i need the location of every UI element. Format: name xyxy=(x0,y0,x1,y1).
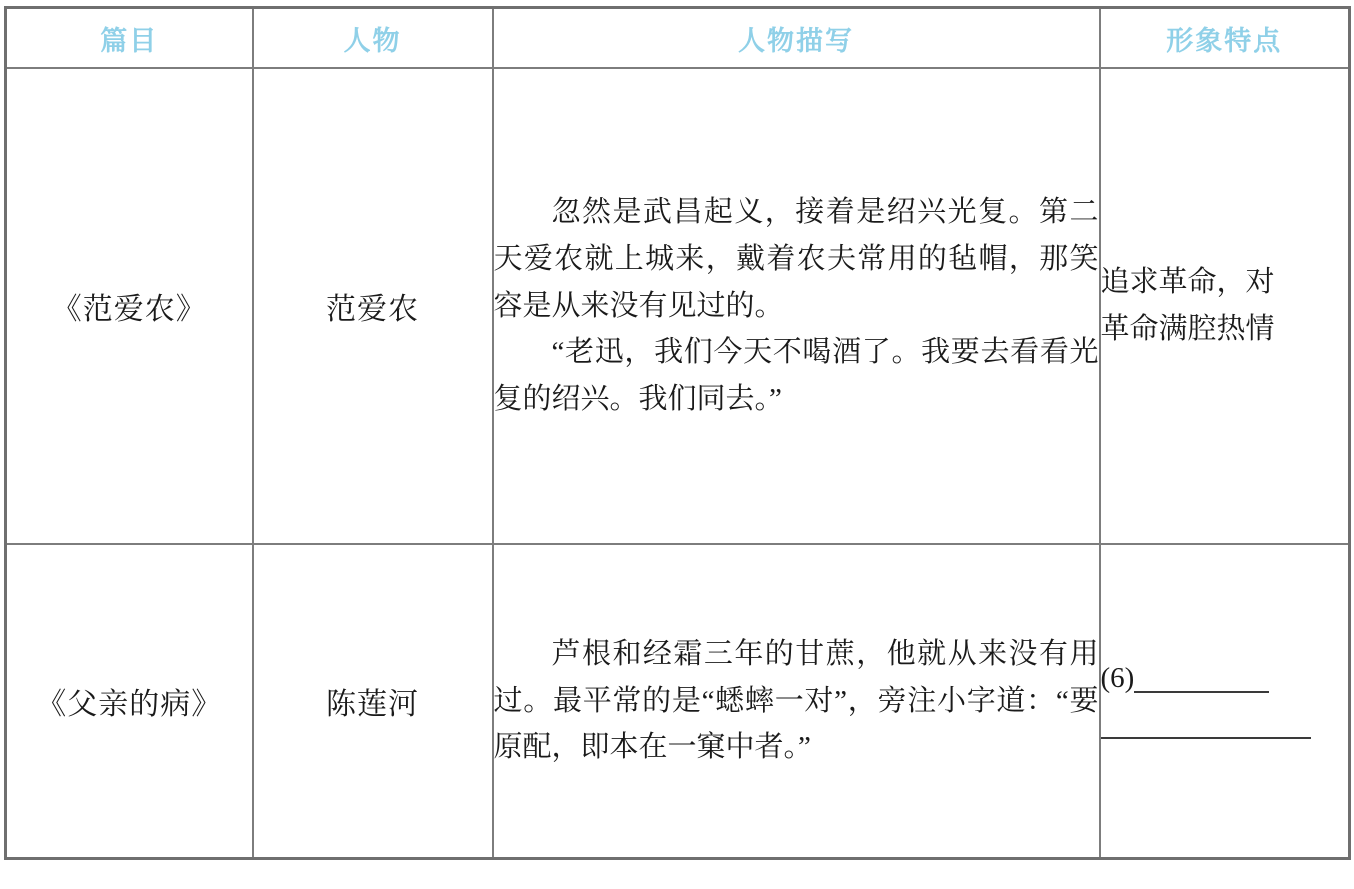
description-paragraph: 忽然是武昌起义，接着是绍兴光复。第二天爱农就上城来，戴着农夫常用的毡帽，那笑容是从来没有见过的。 xyxy=(493,195,1099,322)
cell-traits-blank xyxy=(1100,544,1350,859)
answer-blank-line[interactable] xyxy=(1101,736,1311,739)
cell-traits xyxy=(1100,68,1350,544)
description-paragraph: 芦根和经霜三年的甘蔗，他就从来没有用过。最平常的是“蟋蟀一对”，旁注小字道：“要原配，即本在一窠中者。” xyxy=(493,637,1099,764)
answer-blank-line[interactable] xyxy=(1134,690,1269,693)
table-body xyxy=(6,68,1350,859)
character-description-table xyxy=(4,6,1351,860)
cell-person-name: 范爱农 xyxy=(253,68,493,544)
column-header-description: 人物描写 xyxy=(493,8,1100,69)
table-header xyxy=(6,8,1350,69)
trait-line: 追求革命，对 xyxy=(1100,266,1275,299)
cell-work-title: 《范爱农》 xyxy=(6,68,253,544)
answer-blank-row xyxy=(1101,655,1349,701)
cell-description xyxy=(493,544,1100,859)
cell-person-name: 陈莲河 xyxy=(253,544,493,859)
cell-description xyxy=(493,68,1100,544)
blank-number-label: (6) xyxy=(1100,661,1135,694)
description-paragraph: “老迅，我们今天不喝酒了。我要去看看光复的绍兴。我们同去。” xyxy=(493,336,1099,416)
trait-line: 革命满腔热情 xyxy=(1100,313,1275,345)
column-header-traits: 形象特点 xyxy=(1100,8,1350,69)
trait-text xyxy=(1101,259,1349,353)
column-header-title: 篇目 xyxy=(6,8,253,69)
table-row xyxy=(6,68,1350,544)
cell-work-title: 《父亲的病》 xyxy=(6,544,253,859)
answer-blank-row xyxy=(1101,701,1349,747)
table-header-row xyxy=(6,8,1350,69)
table-row xyxy=(6,544,1350,859)
column-header-person: 人物 xyxy=(253,8,493,69)
